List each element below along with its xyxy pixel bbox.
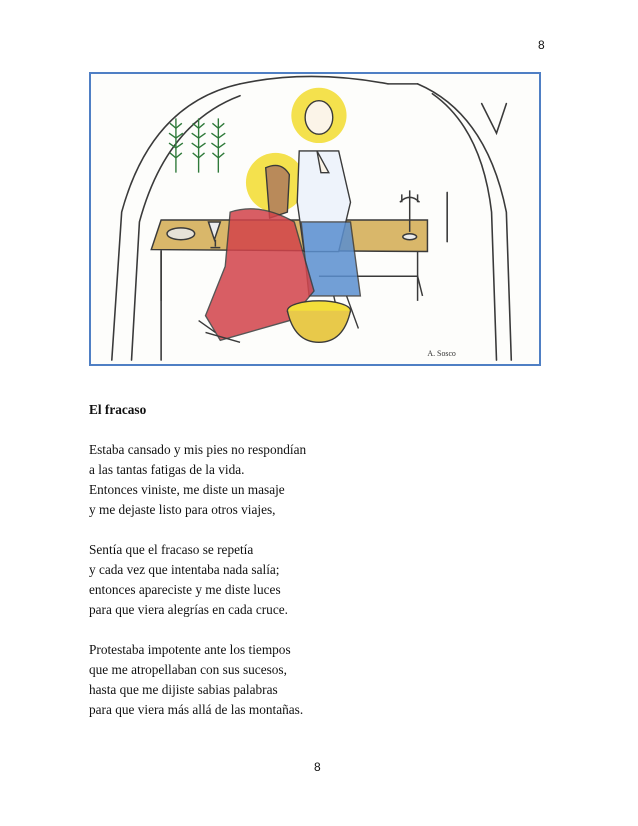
stanza-1 xyxy=(89,440,549,520)
plants xyxy=(169,118,225,172)
water-basin xyxy=(287,301,350,342)
poem-line: para que viera alegrías en cada cruce. xyxy=(89,602,288,617)
page-number-bottom: 8 xyxy=(314,760,321,774)
artist-signature: A. Sosco xyxy=(427,349,456,359)
poem-line: a las tantas fatigas de la vida. xyxy=(89,462,245,477)
poem-line: y me dejaste listo para otros viajes, xyxy=(89,502,276,517)
poem-line: Estaba cansado y mis pies no respondían xyxy=(89,442,307,457)
poem-line: entonces apareciste y me diste luces xyxy=(89,582,281,597)
poem-line: para que viera más allá de las montañas. xyxy=(89,702,304,717)
poem-line: Protestaba impotente ante los tiempos xyxy=(89,642,291,657)
illustration-drawing xyxy=(91,74,539,364)
poem-title: El fracaso xyxy=(89,402,147,417)
stanza-2 xyxy=(89,540,549,620)
poem-line: y cada vez que intentaba nada salía; xyxy=(89,562,280,577)
page-number-top: 8 xyxy=(538,38,545,52)
poem-line: que me atropellaban con sus sucesos, xyxy=(89,662,287,677)
stanza-3 xyxy=(89,640,549,720)
poem-line: Sentía que el fracaso se repetía xyxy=(89,542,254,557)
poem-line: Entonces viniste, me diste un masaje xyxy=(89,482,285,497)
poem xyxy=(89,400,549,740)
foot-washing-illustration xyxy=(89,72,541,366)
poem-line: hasta que me dijiste sabias palabras xyxy=(89,682,278,697)
